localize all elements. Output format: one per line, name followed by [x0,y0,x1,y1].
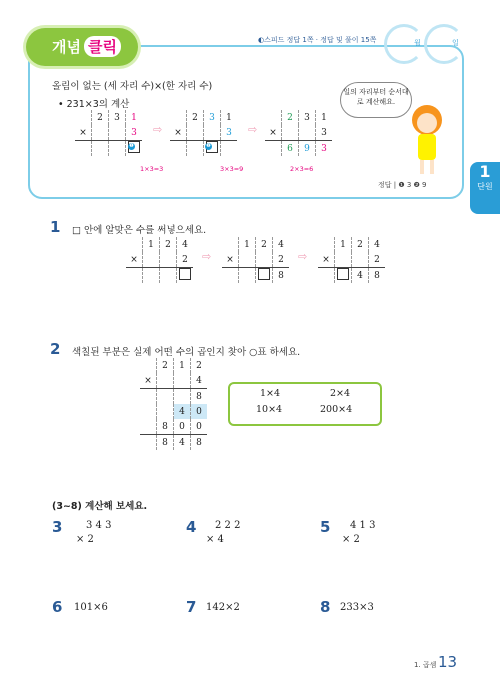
concept-grid-1: 2 3 1 × 3 [75,110,142,156]
problem-3-number: 3 [52,518,63,536]
concept-subtitle: • 231×3의 계산 [58,99,130,110]
problem-4-top: 2 2 2 [215,520,241,531]
arrow-icon: ⇨ [153,123,163,136]
badge-text-a: 개념 [52,38,81,56]
concept-grid-2: 2 3 1 × 3 [170,110,237,156]
problem-4-bottom: × 4 [206,534,224,545]
day-label: 일 [452,39,459,47]
problem-2-text: 색칠된 부분은 실제 어떤 수의 곱인지 찾아 ○표 하세요. [72,347,301,358]
concept-title: 올림이 없는 (세 자리 수)×(한 자리 수) [52,81,213,92]
problem-6-number: 6 [52,598,63,616]
option-3[interactable]: 10×4 [256,404,283,415]
problem-1-text: □ 안에 알맞은 수를 써넣으세요. [72,225,207,236]
note-2: 3×3=9 [220,165,244,173]
arrow-icon: ⇨ [298,250,308,263]
problem-4-number: 4 [186,518,197,536]
chapter-label: 단원 [477,182,493,191]
p1-grid-1: 1 2 4 × 2 [126,237,193,283]
concept-grid-3: 2 3 1 × 3 6 9 3 [265,110,332,156]
problem-2-number: 2 [50,340,61,358]
answer-box[interactable] [179,268,191,280]
callout-1: ❶ [129,143,134,149]
note-1: 1×3=3 [140,165,164,173]
option-4[interactable]: 200×4 [320,404,353,415]
problem-6-expr: 101×6 [74,602,108,613]
p1-grid-3: 1 2 4 × 2 4 8 [318,237,385,283]
p2-grid: 2 1 2 × 4 8 4 0 8 0 0 8 4 8 [140,358,207,450]
speech-bubble: 일의 자리부터 순서대로 계산해요. [340,82,412,118]
problem-3-top: 3 4 3 [86,520,112,531]
section-heading: (3~8) 계산해 보세요. [52,501,148,512]
month-label: 월 [414,39,421,47]
answer-box[interactable] [337,268,349,280]
girl-character-icon [404,100,450,180]
footer-chapter: 1. 곱셈 [414,661,437,669]
problem-5-number: 5 [320,518,331,536]
problem-5-top: 4 1 3 [350,520,376,531]
answer-box[interactable] [258,268,270,280]
problem-1-number: 1 [50,218,61,236]
arrow-icon: ⇨ [202,250,212,263]
problem-8-expr: 233×3 [340,602,374,613]
concept-badge [26,28,138,66]
note-3: 2×3=6 [290,165,314,173]
page-number: 13 [438,653,458,671]
concept-answer: 정답 | ❶ 3 ❷ 9 [378,181,427,189]
p1-grid-2: 1 2 4 × 2 8 [222,237,289,283]
options-box [228,382,382,426]
option-2[interactable]: 2×4 [330,388,351,399]
problem-5-bottom: × 2 [342,534,360,545]
problem-8-number: 8 [320,598,331,616]
badge-text-b: 클릭 [84,36,121,57]
callout-2: ❷ [206,143,211,149]
chapter-tab [470,162,500,214]
problem-7-number: 7 [186,598,197,616]
option-1[interactable]: 1×4 [260,388,281,399]
arrow-icon: ⇨ [248,123,258,136]
chapter-number: 1 [479,162,491,181]
problem-3-bottom: × 2 [76,534,94,545]
answer-reference: ◐스피드 정답 1쪽 · 정답 및 풀이 15쪽 [258,36,377,44]
problem-7-expr: 142×2 [206,602,240,613]
